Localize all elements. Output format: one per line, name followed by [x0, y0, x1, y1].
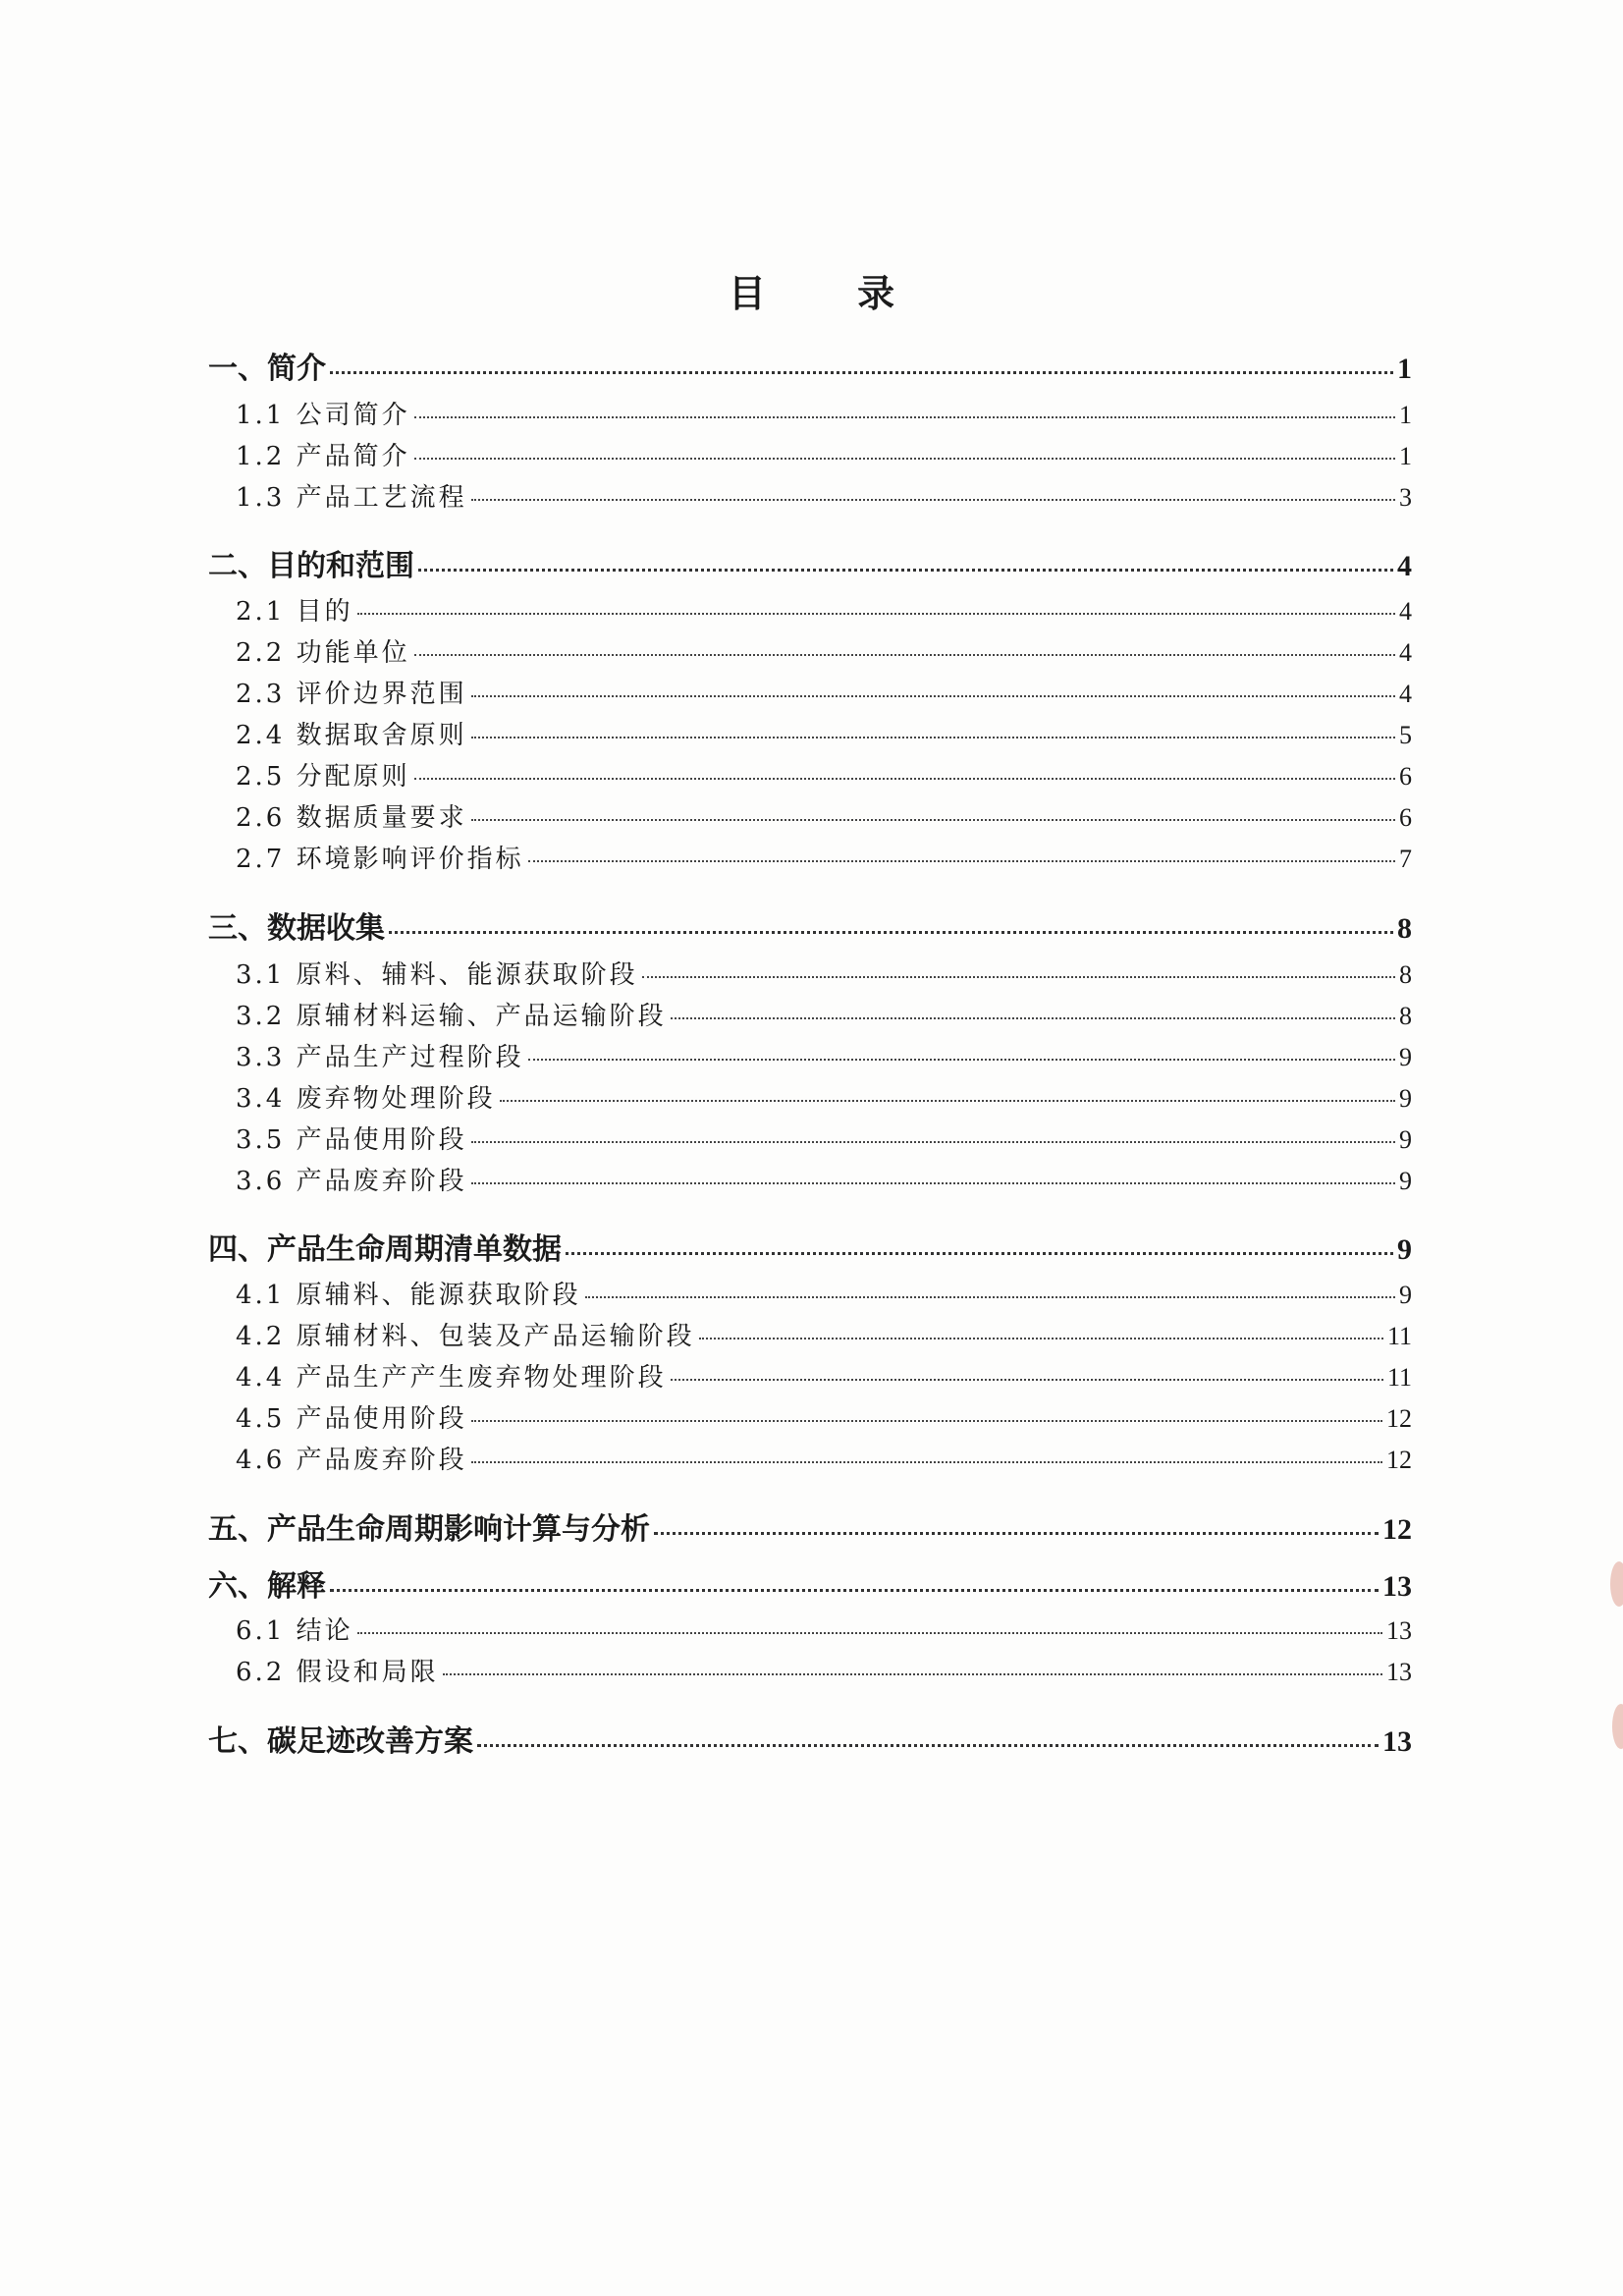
dot-leader: [443, 1673, 1382, 1675]
toc-subsection-entry[interactable]: [236, 1357, 1412, 1394]
dot-leader: [699, 1338, 1383, 1339]
toc-subsection-entry[interactable]: [236, 715, 1412, 751]
toc-entry-label: 一、简介: [208, 352, 326, 386]
toc-page-number: 9: [1397, 1233, 1412, 1266]
dot-leader: [671, 1379, 1383, 1381]
toc-page-number: 6: [1399, 762, 1412, 791]
dot-leader: [528, 1059, 1395, 1061]
toc-section-entry[interactable]: [208, 1225, 1412, 1268]
toc-subsection-entry[interactable]: [236, 1652, 1412, 1688]
toc-entry-label: 4.2 原辅材料、包装及产品运输阶段: [236, 1322, 695, 1351]
dot-leader: [357, 613, 1395, 615]
dot-leader: [671, 1017, 1395, 1019]
toc-entry-label: 三、数据收集: [208, 911, 385, 946]
dot-leader: [389, 931, 1393, 934]
dot-leader: [357, 1632, 1382, 1634]
toc-page-number: 7: [1399, 845, 1412, 873]
toc-entry-label: 2.4 数据取舍原则: [236, 721, 467, 750]
dot-leader: [414, 778, 1395, 780]
toc-page-number: 12: [1386, 1404, 1412, 1433]
toc-subsection-entry[interactable]: [236, 1120, 1412, 1156]
toc-entry-label: 1.1 公司简介: [236, 401, 410, 430]
toc-section-entry[interactable]: [208, 1561, 1412, 1605]
toc-page-number: 3: [1399, 483, 1412, 512]
toc-entry-label: 2.1 目的: [236, 597, 353, 627]
dot-leader: [471, 695, 1395, 697]
toc-page-number: 8: [1399, 960, 1412, 989]
toc-subsection-entry[interactable]: [236, 839, 1412, 875]
toc-entry-label: 2.3 评价边界范围: [236, 680, 467, 709]
toc-subsection-entry[interactable]: [236, 797, 1412, 834]
toc-entry-label: 4.5 产品使用阶段: [236, 1404, 467, 1434]
dot-leader: [330, 1589, 1379, 1592]
toc-entry-label: 3.4 废弃物处理阶段: [236, 1084, 496, 1114]
dot-leader: [528, 860, 1395, 862]
toc-entry-label: 6.2 假设和局限: [236, 1658, 439, 1687]
toc-page-number: 9: [1399, 1084, 1412, 1113]
red-stamp-mark: [1610, 1561, 1623, 1607]
toc-entry-label: 4.1 原辅料、能源获取阶段: [236, 1281, 581, 1310]
toc-page-number: 9: [1399, 1043, 1412, 1071]
toc-page-number: 4: [1399, 638, 1412, 667]
dot-leader: [585, 1296, 1395, 1298]
toc-subsection-entry[interactable]: [236, 1440, 1412, 1476]
toc-section-entry[interactable]: [208, 1717, 1412, 1760]
dot-leader: [471, 819, 1395, 821]
dot-leader: [566, 1252, 1393, 1255]
toc-page-number: 8: [1399, 1002, 1412, 1030]
toc-entry-label: 四、产品生命周期清单数据: [208, 1232, 562, 1267]
toc-subsection-entry[interactable]: [236, 1037, 1412, 1073]
toc-entry-label: 6.1 结论: [236, 1616, 353, 1646]
toc-entry-label: 3.3 产品生产过程阶段: [236, 1043, 524, 1072]
toc-page-number: 13: [1386, 1616, 1412, 1645]
toc-entry-label: 2.7 环境影响评价指标: [236, 845, 524, 874]
toc-page-number: 13: [1382, 1725, 1412, 1758]
toc-page-number: 9: [1399, 1125, 1412, 1154]
dot-leader: [642, 976, 1395, 978]
toc-page-number: 1: [1399, 401, 1412, 429]
dot-leader: [654, 1532, 1379, 1535]
toc-subsection-entry[interactable]: [236, 395, 1412, 431]
dot-leader: [471, 1420, 1382, 1422]
toc-title: 目 录: [728, 272, 935, 315]
dot-leader: [471, 1461, 1382, 1463]
toc-entry-label: 4.6 产品废弃阶段: [236, 1446, 467, 1475]
toc-entry-label: 1.2 产品简介: [236, 442, 410, 471]
toc-subsection-entry[interactable]: [236, 1316, 1412, 1352]
toc-entry-label: 3.2 原辅材料运输、产品运输阶段: [236, 1002, 667, 1031]
toc-page-number: 4: [1397, 550, 1412, 582]
toc-subsection-entry[interactable]: [236, 477, 1412, 514]
toc-entry-label: 4.4 产品生产产生废弃物处理阶段: [236, 1363, 667, 1393]
red-stamp-mark: [1612, 1704, 1623, 1749]
toc-subsection-entry[interactable]: [236, 955, 1412, 991]
toc-subsection-entry[interactable]: [236, 756, 1412, 793]
toc-section-entry[interactable]: [208, 344, 1412, 387]
toc-subsection-entry[interactable]: [236, 632, 1412, 669]
dot-leader: [471, 1182, 1395, 1184]
toc-page-number: 11: [1386, 1363, 1412, 1392]
toc-page-number: 1: [1397, 353, 1412, 385]
toc-entry-label: 3.1 原料、辅料、能源获取阶段: [236, 960, 638, 990]
toc-page-number: 6: [1399, 803, 1412, 832]
toc-entry-label: 六、解释: [208, 1569, 326, 1604]
toc-entry-label: 2.5 分配原则: [236, 762, 410, 792]
toc-subsection-entry[interactable]: [236, 996, 1412, 1032]
toc-page-number: 9: [1399, 1167, 1412, 1195]
toc-subsection-entry[interactable]: [236, 591, 1412, 628]
dot-leader: [471, 737, 1395, 738]
toc-section-entry[interactable]: [208, 1504, 1412, 1548]
toc-subsection-entry[interactable]: [236, 1611, 1412, 1647]
toc-page-number: 11: [1386, 1322, 1412, 1350]
dot-leader: [414, 654, 1395, 656]
toc-subsection-entry[interactable]: [236, 436, 1412, 472]
toc-subsection-entry[interactable]: [236, 1078, 1412, 1115]
toc-entry-label: 2.6 数据质量要求: [236, 803, 467, 833]
toc-subsection-entry[interactable]: [236, 674, 1412, 710]
toc-subsection-entry[interactable]: [236, 1161, 1412, 1197]
toc-entry-label: 3.6 产品废弃阶段: [236, 1167, 467, 1196]
toc-section-entry[interactable]: [208, 541, 1412, 584]
toc-page-number: 4: [1399, 680, 1412, 708]
dot-leader: [500, 1100, 1395, 1102]
toc-page-number: 12: [1382, 1513, 1412, 1546]
toc-subsection-entry[interactable]: [236, 1275, 1412, 1311]
toc-entry-label: 1.3 产品工艺流程: [236, 483, 467, 513]
dot-leader: [414, 416, 1395, 418]
toc-section-entry[interactable]: [208, 903, 1412, 947]
toc-entry-label: 2.2 功能单位: [236, 638, 410, 668]
dot-leader: [418, 569, 1393, 572]
toc-page-number: 5: [1399, 721, 1412, 749]
toc-page-number: 13: [1386, 1658, 1412, 1686]
toc-page-number: 13: [1382, 1570, 1412, 1603]
toc-entry-label: 七、碳足迹改善方案: [208, 1724, 473, 1759]
dot-leader: [330, 371, 1393, 374]
toc-page-number: 1: [1399, 442, 1412, 470]
toc-page-number: 8: [1397, 912, 1412, 945]
toc-page-number: 4: [1399, 597, 1412, 626]
dot-leader: [414, 458, 1395, 460]
toc-page-number: 9: [1399, 1281, 1412, 1309]
toc-page-number: 12: [1386, 1446, 1412, 1474]
toc-entry-label: 二、目的和范围: [208, 549, 414, 583]
dot-leader: [471, 499, 1395, 501]
toc-subsection-entry[interactable]: [236, 1398, 1412, 1435]
toc-entry-label: 五、产品生命周期影响计算与分析: [208, 1512, 650, 1547]
dot-leader: [477, 1744, 1379, 1747]
dot-leader: [471, 1141, 1395, 1143]
toc-entry-label: 3.5 产品使用阶段: [236, 1125, 467, 1155]
